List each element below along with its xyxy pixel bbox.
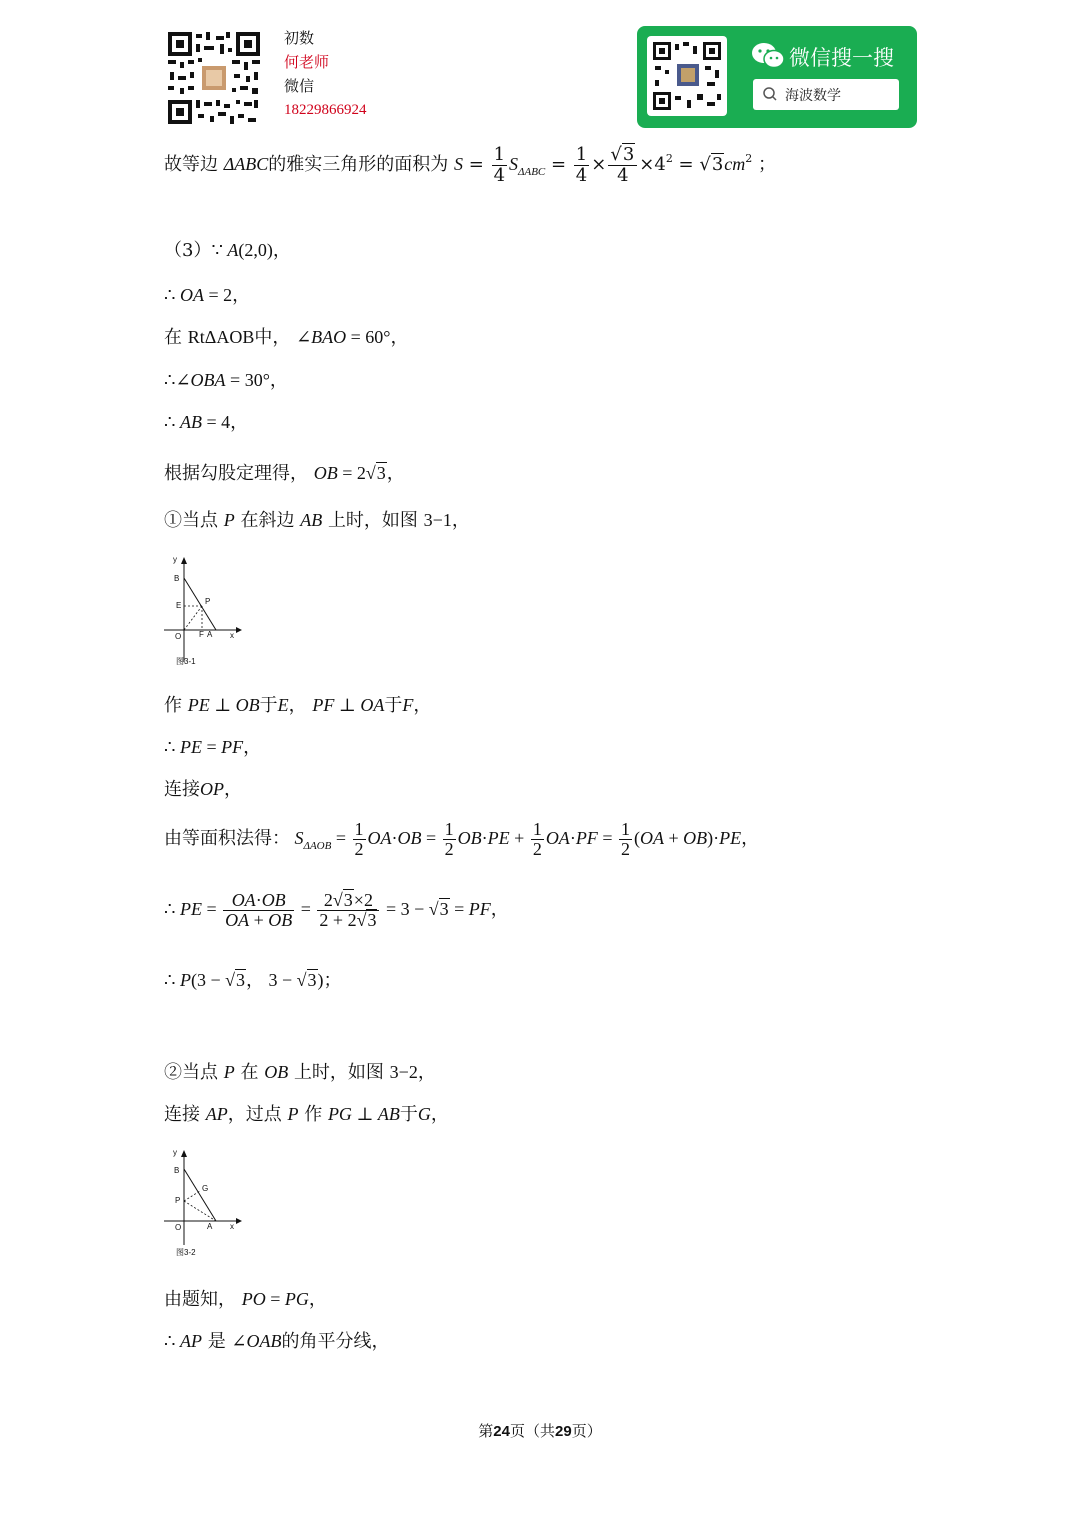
footer-prefix: 第 [478,1422,494,1440]
rt-triangle: RtΔAOB [187,327,255,347]
case2-text-b: 在 [240,1062,259,1083]
text-area-method: 由等面积法得： [164,828,290,849]
case2-line: ②当点 P 在 OB 上时，如图 3−2， [164,1062,436,1083]
svg-text:A: A [207,1222,213,1231]
rt-line: 在 RtΔAOB中， ∠BAO = 60°， [164,327,409,348]
case1-fig-ref: 3−1 [423,510,452,530]
text-zuo-2: 作 [304,1104,323,1125]
part3-line: （3）∵ A(2,0)， [164,240,291,261]
oa-line: ∴ OA = 2， [164,285,251,305]
wechat-search-box[interactable] [753,79,899,110]
footer-suffix: 页） [571,1422,602,1440]
teacher-name: 何老师 [284,53,330,71]
text-shi: 是 [207,1331,226,1352]
perp-line: 作 PE ⊥ OB于E， PF ⊥ OA于F， [164,695,432,716]
svg-text:P: P [205,597,211,606]
text-area-of: 的雅实三角形的面积为 [268,154,449,175]
qr-code-left [166,30,262,126]
connect-ap-line: 连接 AP，过点 P 作 PG ⊥ AB于G， [164,1104,449,1125]
page-number: 24 [493,1423,510,1440]
text-connect-ap: 连接 [164,1104,200,1125]
svg-text:P: P [175,1196,181,1205]
footer-mid: 页（共 [509,1422,555,1440]
svg-text:E: E [176,601,182,610]
part3-label: （3） [164,240,212,261]
text-yu-3: 于 [399,1104,418,1125]
phone-number: 18229866924 [284,102,367,118]
wechat-search-banner [637,26,917,128]
pe-pf-line: ∴ PE = PF， [164,737,262,757]
svg-text:x: x [230,631,234,640]
svg-text:G: G [202,1184,209,1193]
bisector-line: ∴ AP 是 ∠OAB的角平分线， [164,1331,390,1352]
page-footer [0,1420,1080,1441]
case1-text-c: 上时，如图 [327,510,418,531]
pyth-line: 根据勾股定理得， OB = 2√3， [164,463,405,484]
svg-text:B: B [174,574,180,583]
fig1-caption: 图3-1 [176,657,196,666]
svg-text:F: F [199,630,204,639]
text-bisector: 的角平分线， [281,1331,390,1352]
text-yu-1: 于 [259,695,278,716]
triangle-abc: ΔABC [223,154,269,174]
case1-line: ①当点 P 在斜边 AB 上时，如图 3−1， [164,510,470,531]
case2-text-c: 上时，如图 [293,1062,384,1083]
header-label-2: 微信 [284,77,315,95]
figure-3-2 [160,1145,250,1269]
text-zhong: 中， [254,327,291,348]
search-text: 海波数学 [785,88,841,104]
text-gudengbian: 故等边 [164,154,218,175]
text-connect-op: 连接 [164,779,200,800]
wechat-search-title: 微信搜一搜 [789,46,894,70]
area-method-line: 由等面积法得： $S_{\Delta AOB}$ = $\frac{1}{2}$ OA·OB = $\frac{1}{2}$ OB·PE + $\frac{1}{2}$ OA·PF = $\frac{1}{2}$ (OA + OB)·PE， [164,818,760,860]
case2-text-a: ②当点 [164,1062,218,1083]
po-pg-line: 由题知， PO = PG， [164,1289,327,1310]
qr-code-right [647,36,727,116]
svg-text:y: y [173,1148,177,1157]
case2-fig-ref: 3−2 [389,1062,418,1082]
text-zuo: 作 [164,695,182,716]
svg-text:B: B [174,1166,180,1175]
wechat-logo-icon [751,42,785,74]
case1-text-b: 在斜边 [240,510,295,531]
text-pythagoras: 根据勾股定理得， [164,463,308,484]
fig2-caption: 图3-2 [176,1248,196,1257]
connect-op-line: 连接OP， [164,779,242,800]
text-zai: 在 [164,327,182,348]
svg-text:O: O [175,632,182,641]
text-guo: ，过点 [227,1104,282,1125]
ab-line: ∴ AB = 4， [164,412,249,432]
text-tizhi: 由题知， [164,1289,236,1310]
svg-text:A: A [207,630,213,639]
svg-text:O: O [175,1223,182,1232]
pe-value-line: ∴ PE = $\frac{OA\cdot OB}{OA + OB}$ = $\frac{2√3\times 2}{2 + 2√3}$ = 3 − √3 = PF， [164,889,509,931]
p-coord-line: ∴ P(3 − √3， 3 − √3)； [164,970,342,990]
header-label-1: 初数 [284,29,315,47]
svg-text:y: y [173,555,177,564]
search-icon [762,86,778,106]
total-pages: 29 [555,1423,572,1440]
text-yu-2: 于 [384,695,403,716]
area-result-line: 故等边 ΔABC的雅实三角形的面积为 S = $\frac{1}{4}$ $S_{\Delta ABC}$ = $\frac{1}{4}$ × $\frac{√3}{4}$ $\times 4^2 = √3cm^2$ ； [164,143,776,186]
oba-line: ∴∠OBA = 30°， [164,370,288,390]
svg-text:x: x [230,1222,234,1231]
figure-3-1 [160,552,250,676]
case1-text-a: ①当点 [164,510,218,531]
